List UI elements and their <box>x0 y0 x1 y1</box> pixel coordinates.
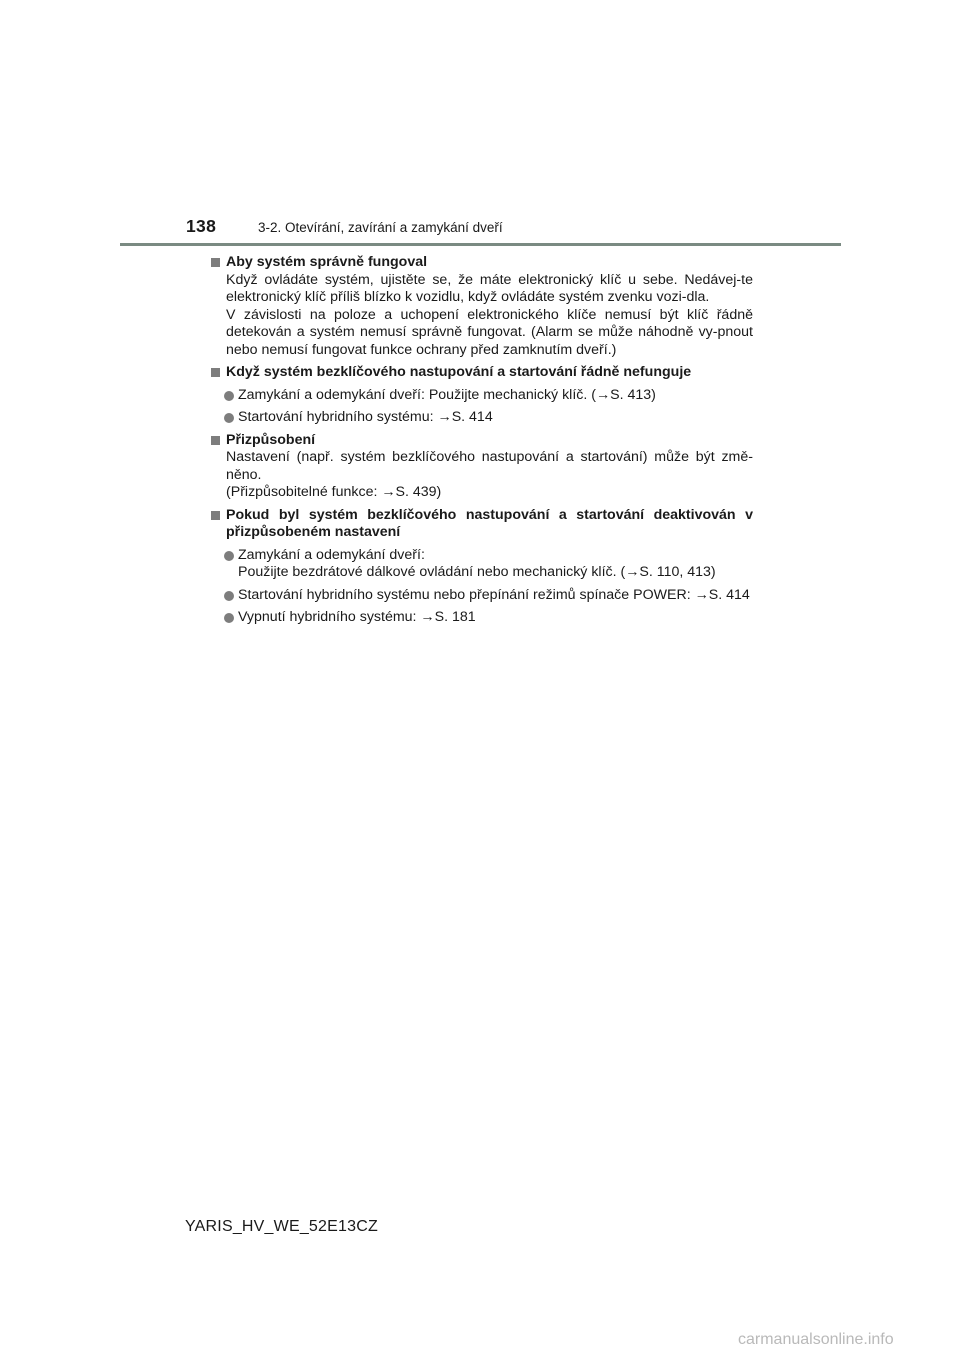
paragraph: V závislosti na poloze a uchopení elektronického klíče nemusí být klíč řádně detekován a systém nemusí správně fungovat. (Alarm se může náhodně vy-pnout nebo nemusí fungovat funkce ochrany před zamknutím dveří.) <box>226 306 753 358</box>
section-proper-function <box>210 254 753 359</box>
square-bullet-icon <box>211 258 220 267</box>
square-bullet-icon <box>211 511 220 520</box>
list-item: Zamykání a odemykání dveří: Použijte bezdrátové dálkové ovládání nebo mechanický klíč. (→S. 110, 413) <box>210 547 753 582</box>
square-bullet-icon <box>211 368 220 377</box>
section-heading: Přizpůsobení <box>210 432 753 450</box>
page-number: 138 <box>186 216 217 236</box>
list-item: Startování hybridního systému: →S. 414 <box>210 409 753 427</box>
paragraph: Nastavení (např. systém bezklíčového nastupování a startování) může být změ-něno. <box>226 449 753 483</box>
header-rule <box>120 243 841 246</box>
document-code: YARIS_HV_WE_52E13CZ <box>185 1218 378 1235</box>
list-item: Startování hybridního systému nebo přepínání režimů spínače POWER: →S. 414 <box>210 587 753 605</box>
circle-bullet-icon <box>224 391 234 401</box>
circle-bullet-icon <box>224 551 234 561</box>
circle-bullet-icon <box>224 413 234 423</box>
page-content <box>210 254 753 632</box>
square-bullet-icon <box>211 436 220 445</box>
list-item-continuation: Použijte bezdrátové dálkové ovládání nebo mechanický klíč. (→S. 110, 413) <box>238 564 716 580</box>
list-item: Zamykání a odemykání dveří: Použijte mechanický klíč. (→S. 413) <box>210 387 753 405</box>
section-title: 3-2. Otevírání, zavírání a zamykání dveří <box>258 220 503 235</box>
section-heading: Když systém bezklíčového nastupování a startování řádně nefunguje <box>210 364 753 382</box>
section-heading: Aby systém správně fungoval <box>210 254 753 272</box>
page-header <box>0 0 960 250</box>
list-item: Vypnutí hybridního systému: →S. 181 <box>210 609 753 627</box>
circle-bullet-icon <box>224 591 234 601</box>
section-customization <box>210 432 753 502</box>
section-malfunction <box>210 364 753 427</box>
circle-bullet-icon <box>224 613 234 623</box>
section-heading: Pokud byl systém bezklíčového nastupování a startování deaktivován v přizpůsobeném nastavení <box>210 507 753 542</box>
section-deactivated <box>210 507 753 627</box>
paragraph: Když ovládáte systém, ujistěte se, že máte elektronický klíč u sebe. Nedávej-te elektronický klíč příliš blízko k vozidlu, když ovládáte systém zvenku vozi-dla. <box>226 271 753 305</box>
paragraph: (Přizpůsobitelné funkce: →S. 439) <box>226 484 442 500</box>
watermark: carmanualsonline.info <box>738 1331 894 1348</box>
